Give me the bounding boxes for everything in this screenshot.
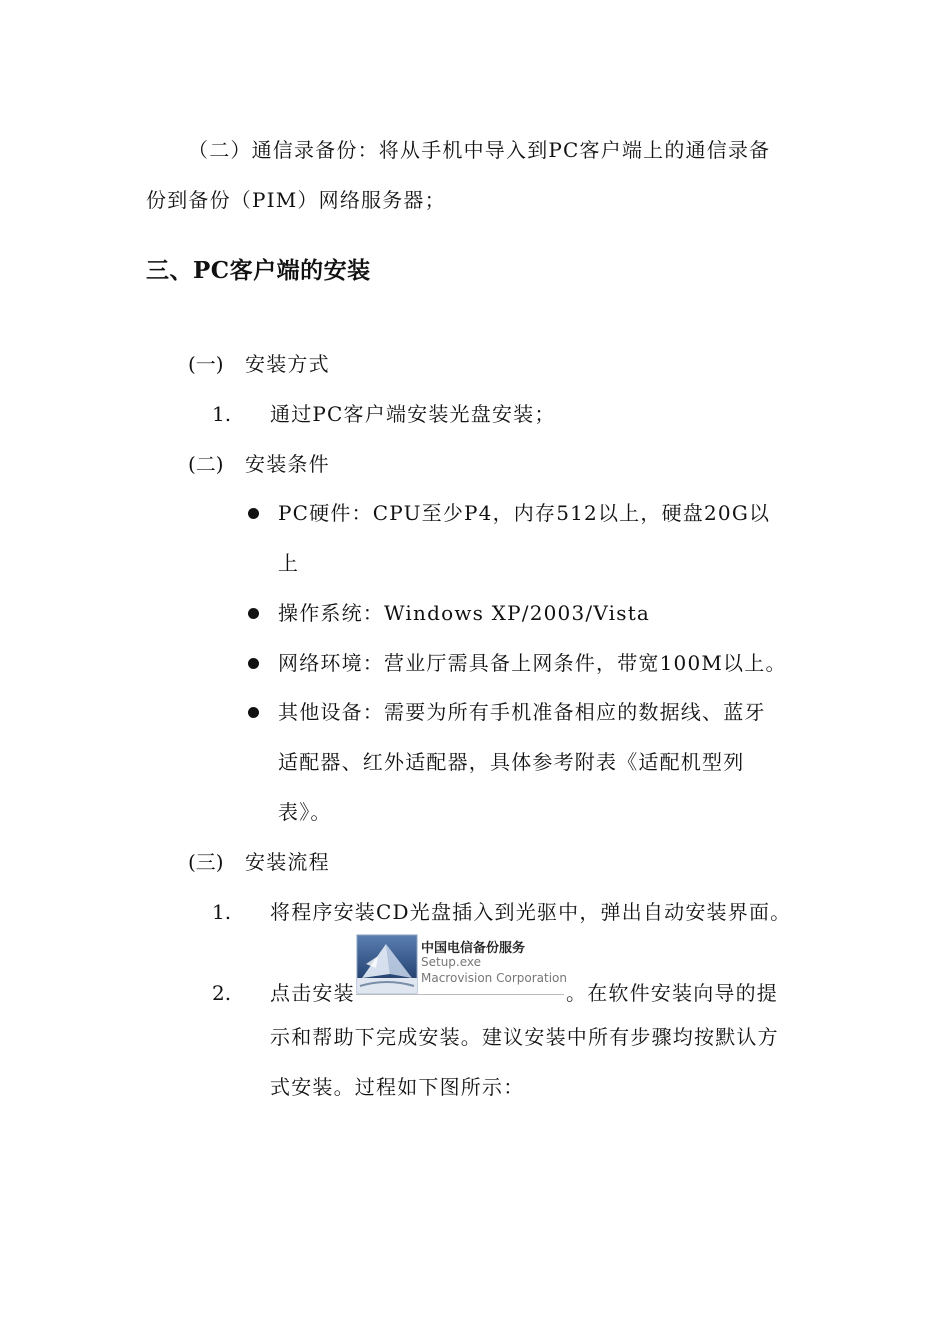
bullet-text: PC硬件：CPU至少P4，内存512以上，硬盘20G以: [278, 501, 771, 525]
setup-icon-underline: [356, 994, 564, 995]
list-item-text: 式安装。过程如下图所示：: [270, 1075, 525, 1099]
bullet-icon: [248, 508, 259, 519]
subsection-marker-2: (二): [188, 452, 224, 476]
bullet-text: 适配器、红外适配器，具体参考附表《适配机型列: [278, 750, 745, 774]
list-item-text: 通过PC客户端安装光盘安装；: [270, 402, 556, 426]
subsection-marker-1: (一): [188, 352, 224, 376]
bullet-icon: [248, 608, 259, 619]
subsection-title-3: 安装流程: [245, 850, 330, 874]
bullet-text: 表》。: [278, 800, 332, 824]
subsection-title-2: 安装条件: [245, 452, 330, 476]
bullet-icon: [248, 707, 259, 718]
intro-line-2: 份到备份（PIM）网络服务器；: [146, 188, 446, 212]
list-item-text: 将程序安装CD光盘插入到光驱中，弹出自动安装界面。: [270, 900, 792, 924]
setup-app-name: 中国电信备份服务: [421, 941, 526, 956]
list-number: 1.: [212, 402, 232, 426]
bullet-icon: [248, 658, 259, 669]
setup-icon-graphic: [356, 934, 418, 994]
section-heading: 三、PC客户端的安装: [146, 257, 371, 284]
intro-line-1: （二）通信录备份：将从手机中导入到PC客户端上的通信录备: [188, 138, 771, 162]
setup-file-name: Setup.exe: [421, 955, 482, 969]
list-number: 2.: [212, 981, 232, 1005]
subsection-title-1: 安装方式: [245, 352, 330, 376]
bullet-text: 网络环境：营业厅需具备上网条件，带宽100M以上。: [278, 651, 787, 675]
list-item-text: 。在软件安装向导的提: [566, 981, 778, 1005]
list-number: 1.: [212, 900, 232, 924]
bullet-text: 上: [278, 551, 300, 575]
bullet-text: 其他设备：需要为所有手机准备相应的数据线、蓝牙: [278, 700, 766, 724]
subsection-marker-3: (三): [188, 850, 224, 874]
setup-installer-icon[interactable]: [356, 934, 418, 994]
bullet-text: 操作系统：Windows XP/2003/Vista: [278, 601, 651, 625]
setup-company: Macrovision Corporation: [421, 971, 567, 985]
list-item-text: 点击安装: [270, 981, 355, 1005]
list-item-text: 示和帮助下完成安装。建议安装中所有步骤均按默认方: [270, 1025, 779, 1049]
